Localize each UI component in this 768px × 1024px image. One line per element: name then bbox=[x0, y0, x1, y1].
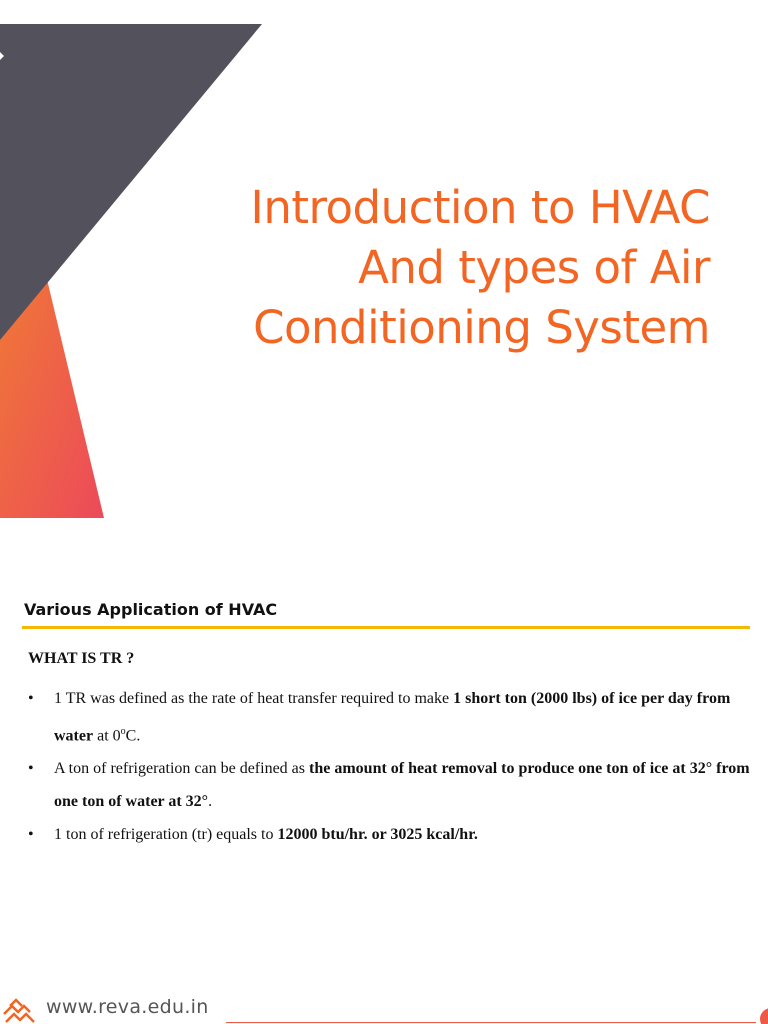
section-heading: Various Application of HVAC bbox=[24, 600, 278, 619]
subheading: WHAT IS TR ? bbox=[28, 650, 135, 667]
logo-stroke-upper bbox=[10, 1000, 22, 1006]
footer-line bbox=[226, 1022, 756, 1023]
title-line-2: And types of Air bbox=[358, 241, 710, 294]
footer-circle bbox=[760, 1008, 768, 1024]
bullet-bold-text: 12000 btu/hr. or 3025 kcal/hr. bbox=[277, 826, 478, 844]
bullet-dot: • bbox=[28, 760, 34, 778]
bullet-list bbox=[28, 682, 766, 851]
logo-strokes bbox=[4, 1000, 34, 1022]
bullet-text: 1 TR was defined as the rate of heat transfer required to make bbox=[54, 690, 454, 707]
reva-logo-icon bbox=[0, 992, 40, 1024]
title-line-1: Introduction to HVAC bbox=[250, 181, 710, 234]
footer-url[interactable]: www.reva.edu.in bbox=[46, 996, 209, 1018]
bullet-bold-text: 1 short ton (2000 lbs) of ice per day from water bbox=[54, 690, 731, 745]
list-item bbox=[28, 818, 766, 851]
slide-title bbox=[110, 178, 710, 358]
bullet-text: A ton of refrigeration can be defined as bbox=[54, 760, 310, 778]
heading-underline bbox=[22, 626, 750, 629]
bullet-dot: • bbox=[28, 690, 34, 707]
bullet-text: at 0 bbox=[93, 727, 121, 745]
bullet-bold-text: the amount of heat removal to produce one ton of ice at 32° from one ton of water at 32° bbox=[54, 760, 750, 811]
footer bbox=[0, 990, 768, 1024]
title-line-3: Conditioning System bbox=[253, 301, 710, 354]
bullet-text: . bbox=[208, 793, 213, 811]
degree-superscript: o bbox=[120, 726, 126, 737]
bullet-text: C. bbox=[125, 727, 141, 745]
bullet-text: 1 ton of refrigeration (tr) equals to bbox=[54, 826, 278, 844]
content-slide bbox=[0, 560, 768, 1024]
list-item bbox=[28, 682, 766, 752]
bullet-dot: • bbox=[28, 826, 34, 844]
logo-stroke-lower bbox=[6, 1014, 34, 1022]
list-item bbox=[28, 752, 766, 818]
